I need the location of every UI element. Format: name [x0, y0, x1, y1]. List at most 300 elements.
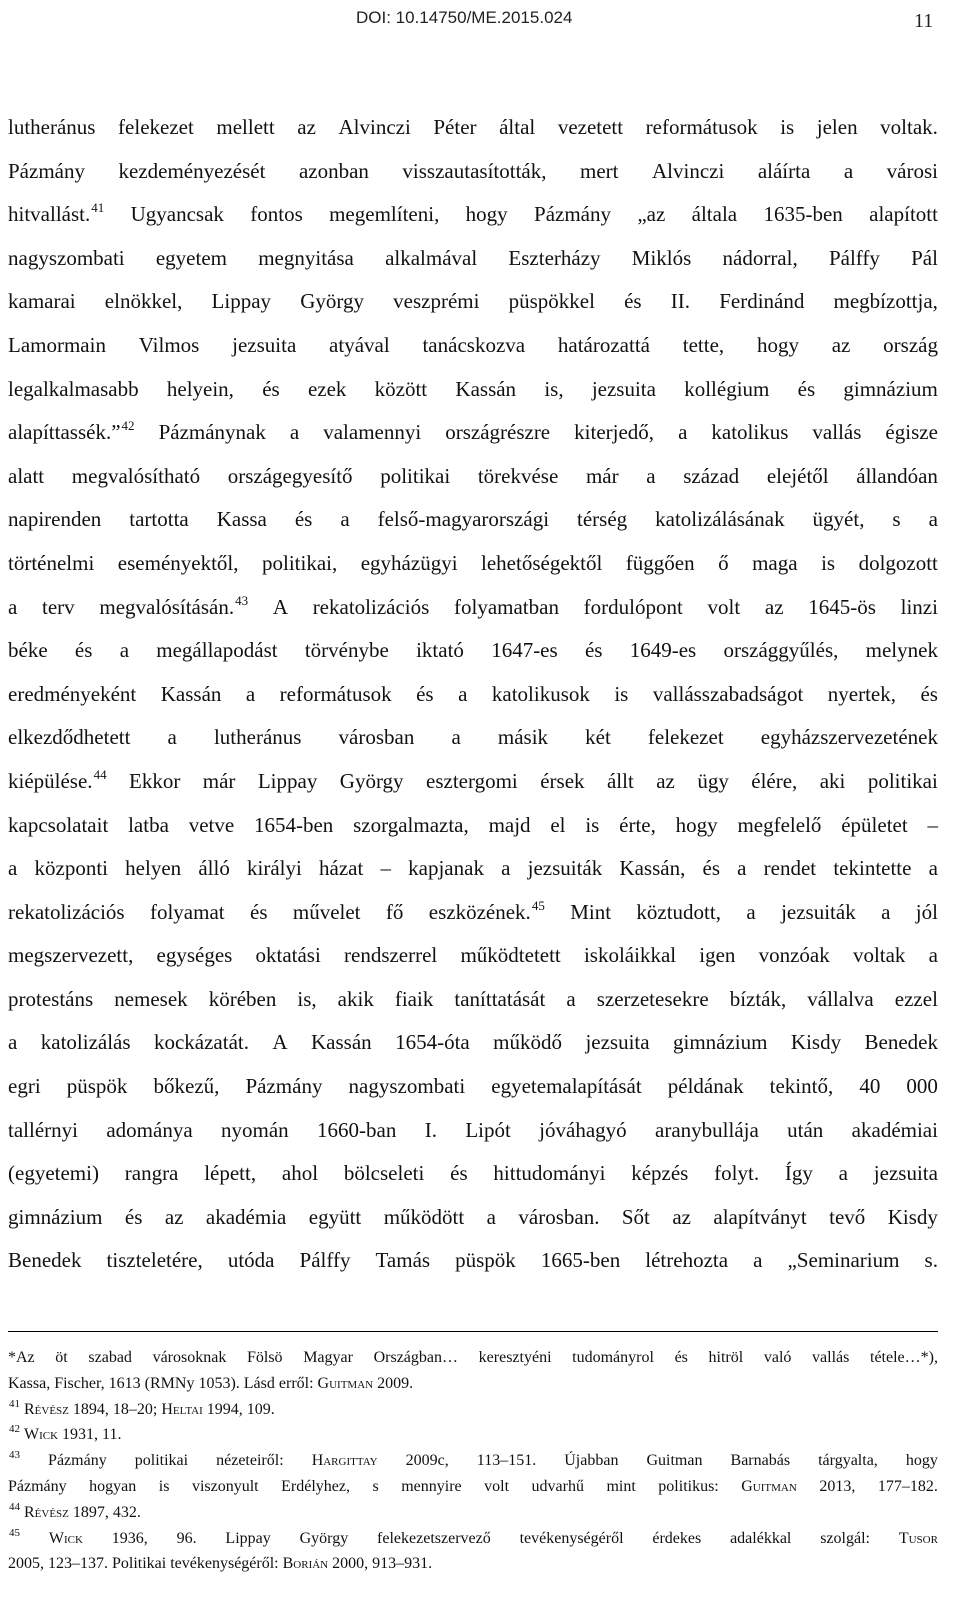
word: megemlíteni,: [329, 202, 440, 227]
word: I.: [424, 1117, 437, 1142]
word: aláírta: [757, 158, 811, 183]
word: Erdélyhez,: [281, 1477, 350, 1495]
word: hogy: [756, 332, 799, 357]
word: a: [486, 1204, 496, 1229]
word: [8, 1448, 20, 1474]
word: Miklós: [631, 245, 692, 270]
word: $^{42}$ Wick 1931, 11.: [9, 1423, 122, 1444]
word: rendszerrel: [344, 943, 438, 968]
word: kollégium: [684, 376, 770, 401]
word: szerzetesekre: [596, 986, 709, 1011]
footnote-line: [8, 1500, 938, 1526]
footnote-ref: 44: [9, 1500, 20, 1513]
word: egri: [8, 1074, 41, 1099]
word: működő: [493, 1030, 563, 1055]
footnote-line: [8, 1397, 938, 1423]
text-line: [8, 934, 938, 978]
word: másik: [497, 725, 549, 750]
word: melynek: [865, 638, 938, 663]
author-name: Wick: [48, 1529, 83, 1547]
word: és: [674, 1349, 688, 1366]
word: György: [299, 1529, 349, 1547]
word: Pázmány: [245, 1074, 323, 1099]
word: létrehozta: [645, 1248, 729, 1273]
word: és: [920, 681, 938, 706]
word: nagyszombati: [8, 245, 125, 270]
word: Mint: [570, 899, 612, 924]
word: vallás: [812, 1349, 850, 1366]
word: „az: [637, 202, 666, 227]
word: [8, 1526, 20, 1552]
word: keresztyéni: [478, 1349, 552, 1366]
word: Ferdinánd: [719, 289, 805, 314]
word: voltak: [852, 943, 906, 968]
word: mellett: [216, 115, 275, 139]
word: Benedek: [864, 1030, 938, 1055]
word: 2013,: [819, 1477, 856, 1495]
word: érte,: [619, 812, 656, 837]
word: tárgyalta,: [818, 1452, 878, 1470]
word: szorgalmazta,: [353, 812, 469, 837]
word: jezsuita: [873, 1161, 938, 1186]
word: bölcseleti: [343, 1161, 425, 1186]
word: Fölsö: [246, 1349, 283, 1366]
word: vallásszabadságot: [652, 681, 804, 706]
word: egyházszervezetének: [760, 725, 938, 750]
word: Benedek: [8, 1248, 82, 1273]
text-line: [8, 673, 938, 717]
word: mint: [606, 1477, 636, 1495]
word: házat: [319, 856, 364, 881]
word: ügyét,: [812, 507, 865, 532]
word: függően: [625, 550, 695, 575]
word: katolikusok: [491, 681, 590, 706]
word: városoknak: [152, 1349, 227, 1366]
word: az: [164, 1204, 184, 1229]
word: –: [927, 812, 938, 837]
word: is: [158, 1477, 170, 1495]
word: a: [928, 856, 938, 881]
word: az: [297, 115, 316, 139]
word: utóda: [227, 1248, 275, 1273]
word: és: [74, 638, 93, 663]
word: Kassán,: [619, 856, 686, 881]
word: Alvinczi: [338, 115, 411, 139]
word: lutheránus: [8, 115, 96, 139]
word: tekintette: [833, 856, 912, 881]
author-name: Heltai: [161, 1400, 203, 1418]
footnote-ref: 42: [121, 418, 135, 434]
word: megszervezett,: [8, 943, 134, 968]
word: alapított: [869, 202, 938, 227]
word: ő: [718, 550, 729, 575]
word: adománya: [106, 1117, 193, 1142]
word: tartotta: [129, 507, 189, 532]
word: latba: [128, 812, 169, 837]
word: a: [167, 725, 177, 750]
word: a: [737, 856, 747, 881]
word: 2009c,: [405, 1452, 449, 1470]
word: ezek: [307, 376, 347, 401]
word: taníttatását: [454, 986, 546, 1011]
word: is,: [544, 376, 564, 401]
word: központi: [34, 856, 108, 881]
word: ügy: [697, 768, 729, 793]
word: eseményektől,: [117, 550, 239, 575]
word: mert: [580, 158, 619, 183]
word: legalkalmasabb: [8, 376, 139, 401]
word: 1665-ben: [540, 1248, 621, 1273]
word: oktatási: [255, 943, 321, 968]
word: alapítványt: [713, 1204, 807, 1229]
word: is: [585, 812, 600, 837]
word: akadémiai: [851, 1117, 938, 1142]
word: elnökkel,: [104, 289, 183, 314]
word: 1654-óta: [395, 1030, 470, 1055]
word: reformátusok: [279, 681, 392, 706]
word: Pázmány: [48, 1452, 107, 1470]
word: ország: [883, 332, 938, 357]
word: aki: [819, 768, 846, 793]
word: vonzóak: [758, 943, 830, 968]
author-name: Hargittay: [311, 1452, 378, 1470]
word: történelmi: [8, 550, 95, 575]
text-line: [8, 106, 938, 150]
word: politikai,: [262, 550, 338, 575]
word: városi: [886, 158, 938, 183]
word: egyházügyi: [360, 550, 458, 575]
text-line: [8, 237, 938, 281]
word: a: [8, 594, 18, 619]
word: fordulópont: [583, 594, 683, 619]
footnote-ref: 43: [235, 592, 249, 608]
text-line: [8, 1239, 938, 1283]
footnote-line: [8, 1551, 938, 1577]
word: Pázmány: [8, 158, 85, 183]
word: visszautasították,: [402, 158, 547, 183]
text-line: [8, 1109, 938, 1153]
word: Országban…: [373, 1349, 459, 1366]
text-line: [8, 280, 938, 324]
word: törekvése: [477, 463, 559, 488]
word: az: [831, 332, 851, 357]
word: rekatolizációs: [312, 594, 430, 619]
word: Lippay: [257, 768, 318, 793]
word: 1647-es: [491, 638, 558, 663]
word: köztudott,: [636, 899, 721, 924]
word: épületet: [841, 812, 908, 837]
word: katolizálás: [40, 1030, 131, 1055]
text-line: [8, 1152, 938, 1196]
word: igen: [699, 943, 736, 968]
word: Kisdy: [790, 1030, 842, 1055]
word: felekezetszervező: [377, 1529, 491, 1547]
word: hitvallást.$^{41}$: [8, 200, 105, 227]
word: vallás: [812, 420, 862, 445]
word: öt: [55, 1349, 68, 1366]
word: udvarhű: [531, 1477, 584, 1495]
word: lutheránus: [213, 725, 302, 750]
word: jezsuita: [232, 332, 297, 357]
word: század: [683, 463, 740, 488]
word: Lamormain: [8, 332, 106, 357]
word: iktató: [416, 638, 464, 663]
word: tiszteletére,: [106, 1248, 203, 1273]
word: törvénybe: [304, 638, 389, 663]
word: 96.: [176, 1529, 197, 1547]
word: és: [416, 681, 434, 706]
word: példának: [667, 1074, 744, 1099]
word: a: [8, 1030, 18, 1055]
word: és: [262, 376, 280, 401]
footnote-ref: 41: [91, 200, 105, 216]
word: Kassán: [455, 376, 517, 401]
word: viszonyult: [191, 1477, 259, 1495]
word: bőkezű,: [153, 1074, 220, 1099]
word: érsek: [540, 768, 585, 793]
word: a: [458, 681, 468, 706]
word: is: [614, 681, 629, 706]
text-line: [8, 716, 938, 760]
word: 1635-ben: [763, 202, 843, 227]
word: jezsuita: [585, 1030, 650, 1055]
word: iskoláikkal: [583, 943, 677, 968]
author-name: Wick: [24, 1426, 59, 1444]
page-header: [0, 4, 960, 44]
word: 000: [906, 1074, 938, 1099]
text-line: [8, 847, 938, 891]
word: s: [892, 507, 901, 532]
word: ahol: [281, 1161, 319, 1186]
word: Barnabás: [730, 1452, 791, 1470]
word: maga: [752, 550, 798, 575]
word: hogy: [465, 202, 508, 227]
word: Alvinczi: [652, 158, 725, 183]
word: és: [624, 289, 642, 314]
word: fiaik: [394, 986, 434, 1011]
word: Lippay: [225, 1529, 271, 1547]
word: kezdeményezését: [118, 158, 266, 183]
word: [741, 1474, 797, 1500]
word: 1660-ban: [317, 1117, 397, 1142]
word: katolizálásának: [655, 507, 785, 532]
word: a: [928, 507, 938, 532]
word: és: [797, 376, 816, 401]
word: Eszterházy: [508, 245, 601, 270]
word: megbízottja,: [833, 289, 938, 314]
word: 113–151.: [476, 1452, 537, 1470]
word: jól: [915, 899, 938, 924]
footnote-line: [8, 1422, 938, 1448]
word: linzi: [900, 594, 938, 619]
word: volt: [707, 594, 741, 619]
word: alkalmával: [385, 245, 478, 270]
footnote-separator: [8, 1331, 938, 1332]
word: folyt.: [714, 1161, 760, 1186]
word: már: [585, 463, 619, 488]
word: képzés: [631, 1161, 689, 1186]
word: 1936,: [111, 1529, 148, 1547]
word: művelet: [292, 899, 361, 924]
text-line: [8, 1065, 938, 1109]
text-line: [8, 804, 938, 848]
word: körében: [208, 986, 277, 1011]
word: –: [380, 856, 391, 881]
word: a: [566, 986, 576, 1011]
word: térség: [577, 507, 628, 532]
word: dolgozott: [858, 550, 938, 575]
footnote-line: [8, 1345, 938, 1371]
author-name: Tusor: [898, 1529, 938, 1547]
word: (egyetemi): [8, 1161, 99, 1186]
word: katolikus: [711, 420, 789, 445]
word: felekezet: [647, 725, 724, 750]
word: jezsuiták: [781, 899, 856, 924]
word: megvalósításán.$^{43}$: [99, 592, 249, 619]
word: a: [289, 420, 300, 445]
word: fő: [385, 899, 404, 924]
word: való: [763, 1349, 792, 1366]
footnote-line: [8, 1526, 938, 1552]
word: rendet: [763, 856, 817, 881]
word: alatt: [8, 463, 45, 488]
word: protestáns: [8, 986, 94, 1011]
word: Tamás: [375, 1248, 431, 1273]
word: nádorral,: [722, 245, 798, 270]
word: akik: [337, 986, 374, 1011]
word: kapjanak: [408, 856, 484, 881]
word: ezzel: [894, 986, 938, 1011]
word: szabad: [88, 1349, 132, 1366]
text-line: [8, 411, 938, 455]
word: „Seminarium: [787, 1248, 900, 1273]
word: püspök: [66, 1074, 128, 1099]
word: a: [881, 899, 891, 924]
word: s: [372, 1477, 379, 1495]
word: eszközének.$^{45}$: [428, 897, 545, 924]
word: napirenden: [8, 507, 102, 532]
word: Pázmány: [8, 1477, 67, 1495]
word: hittudományi: [493, 1161, 606, 1186]
word: Pál: [911, 245, 938, 270]
footnote-ref: 45: [9, 1526, 20, 1539]
footnotes: [8, 1345, 938, 1577]
word: az: [656, 768, 675, 793]
word: terv: [42, 594, 75, 619]
author-name: Révész: [24, 1503, 69, 1521]
page-number: 11: [914, 10, 934, 32]
word: hogyan: [89, 1477, 137, 1495]
word: volt: [484, 1477, 510, 1495]
text-line: [8, 150, 938, 194]
word: nyomán: [221, 1117, 289, 1142]
word: és: [250, 899, 268, 924]
word: Kisdy: [887, 1204, 938, 1229]
word: voltak.: [880, 115, 938, 139]
word: 1649-es: [629, 638, 697, 663]
word: Lippay: [211, 289, 272, 314]
word: is: [821, 550, 836, 575]
word: hogy: [905, 1452, 938, 1470]
word: szolgál:: [820, 1529, 870, 1547]
word: helyein,: [166, 376, 234, 401]
word: a: [838, 1161, 848, 1186]
word: elkezdődhetett: [8, 725, 131, 750]
word: reformátusok: [645, 115, 758, 139]
word: $^{44}$ Révész 1897, 432.: [9, 1500, 141, 1521]
word: nyertek,: [827, 681, 896, 706]
text-line: [8, 368, 938, 412]
word: 1654-ben: [253, 812, 334, 837]
word: nagyszombati: [348, 1074, 466, 1099]
word: kiépülése.$^{44}$: [8, 766, 107, 793]
word: lépett,: [204, 1161, 257, 1186]
word: valamennyi: [323, 420, 422, 445]
word: *Az: [8, 1349, 35, 1366]
word: azonban: [298, 158, 369, 183]
word: atyával: [329, 332, 390, 357]
footnote-line: [8, 1371, 938, 1397]
word: aranybullája: [655, 1117, 759, 1142]
word: püspökkel: [508, 289, 595, 314]
word: bízták,: [729, 986, 787, 1011]
word: Guitman: [646, 1452, 703, 1470]
word: $^{41}$ Révész 1894, 18–20; Heltai 1994, 109.: [9, 1397, 275, 1418]
word: esztergomi: [426, 768, 518, 793]
word: a: [928, 943, 938, 968]
word: megfelelő: [737, 812, 822, 837]
word: béke: [8, 638, 48, 663]
word: vállalva: [807, 986, 874, 1011]
word: országgyűlés,: [723, 638, 839, 663]
word: elejétől: [766, 463, 829, 488]
word: a: [8, 856, 18, 881]
word: tudományrol: [572, 1349, 654, 1366]
word: is: [780, 115, 795, 139]
word: 177–182.: [877, 1477, 938, 1495]
text-line: [8, 586, 938, 630]
word: nézeteiről:: [216, 1452, 284, 1470]
word: Pálffy: [828, 245, 880, 270]
word: királyi: [247, 856, 302, 881]
word: politikai: [134, 1452, 189, 1470]
word: Sőt: [621, 1204, 650, 1229]
word: veszprémi: [393, 289, 480, 314]
word: A: [272, 594, 288, 619]
word: tanácskozva: [422, 332, 526, 357]
word: alapíttassék.”$^{42}$: [8, 418, 135, 445]
word: között: [374, 376, 428, 401]
footnote-ref: 44: [93, 766, 107, 782]
word: tekintő,: [769, 1074, 834, 1099]
word: 2005, 123–137. Politikai tevékenységéről: Borián 2000, 913–931.: [8, 1555, 433, 1573]
word: Kassa, Fischer, 1613 (RMNy 1053). Lásd erről: Guitman 2009.: [8, 1374, 414, 1392]
word: lehetőségektől: [481, 550, 603, 575]
word: jelen: [816, 115, 858, 139]
word: kockázatát.: [153, 1030, 249, 1055]
word: rekatolizációs: [8, 899, 125, 924]
word: együtt: [308, 1204, 362, 1229]
footnote-ref: 42: [9, 1423, 20, 1436]
word: városban: [338, 725, 415, 750]
text-line: [8, 760, 938, 804]
word: felső-magyarországi: [377, 507, 550, 532]
word: országegyesítő: [227, 463, 353, 488]
word: a: [451, 725, 461, 750]
word: jezsuita: [591, 376, 656, 401]
word: György: [339, 768, 404, 793]
word: Kassán: [160, 681, 222, 706]
